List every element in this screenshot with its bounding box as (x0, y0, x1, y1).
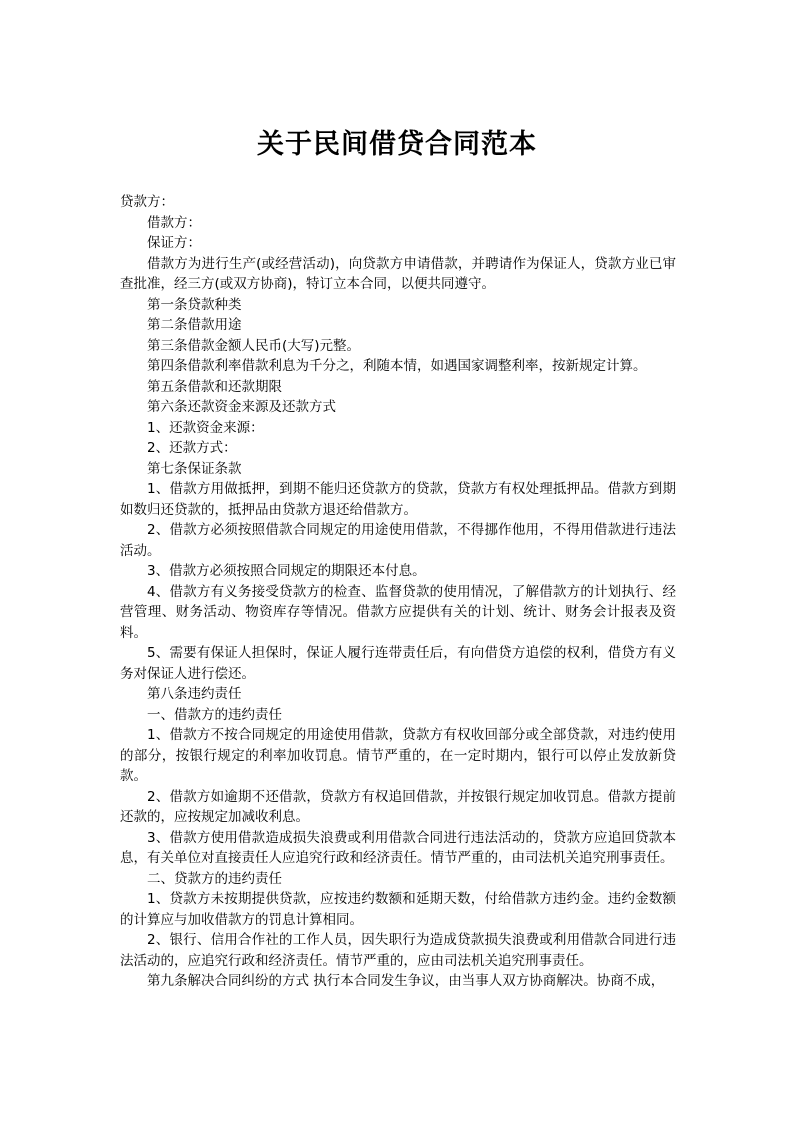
paragraph: 第七条保证条款 (147, 460, 242, 477)
paragraph: 4、借款方有义务接受贷款方的检查、监督贷款的使用情况，了解借款方的计划执行、经营管理、财务活动、物资库存等情况。借款方应提供有关的计划、统计、财务会计报表及资料。 (120, 583, 676, 641)
paragraph: 1、还款资金来源： (147, 419, 264, 436)
paragraph: 1、借款方不按合同规定的用途使用借款，贷款方有权收回部分或全部贷款，对违约使用的部分，按银行规定的利率加收罚息。情节严重的，在一定时期内，银行可以停止发放新贷款。 (120, 727, 676, 784)
paragraph: 1、借款方用做抵押，到期不能归还贷款方的贷款，贷款方有权处理抵押品。借款方到期如数归还贷款的，抵押品由贷款方退还给借款方。 (120, 481, 676, 518)
paragraph: 2、借款方必须按照借款合同规定的用途使用借款，不得挪作他用，不得用借款进行违法活动。 (120, 522, 676, 559)
paragraph: 5、需要有保证人担保时，保证人履行连带责任后，有向借贷方追偿的权利，借贷方有义务对保证人进行偿还。 (120, 645, 676, 682)
paragraph: 第八条违约责任 (147, 686, 242, 702)
paragraph: 第九条解决合同纠纷的方式 执行本合同发生争议，由当事人双方协商解决。协商不成， (147, 973, 665, 989)
paragraph: 3、借款方必须按照合同规定的期限还本付息。 (147, 563, 426, 579)
paragraph: 第一条贷款种类 (147, 296, 242, 313)
paragraph: 3、借款方使用借款造成损失浪费或利用借款合同进行违法活动的，贷款方应追回贷款本息，有关单位对直接责任人应追究行政和经济责任。情节严重的，由司法机关追究刑事责任。 (120, 829, 676, 866)
paragraph: 2、银行、信用合作社的工作人员，因失职行为造成贷款损失浪费或利用借款合同进行违法活动的，应追究行政和经济责任。情节严重的，应由司法机关追究刑事责任。 (120, 932, 676, 969)
paragraph: 保证方： (147, 235, 201, 251)
paragraph: 二、贷款方的违约责任 (147, 870, 282, 887)
paragraph: 第二条借款用途 (147, 317, 242, 333)
paragraph: 一、借款方的违约责任 (147, 706, 282, 723)
paragraph: 第四条借款利率借款利息为千分之，利随本情，如遇国家调整利率，按新规定计算。 (147, 358, 647, 374)
paragraph: 借款方为进行生产(或经营活动)，向贷款方申请借款，并聘请作为保证人，贷款方业已审查批准，经三方(或双方协商)，特订立本合同，以便共同遵守。 (120, 255, 676, 292)
paragraph: 2、借款方如逾期不还借款，贷款方有权追回借款，并按银行规定加收罚息。借款方提前还款的，应按规定加减收利息。 (120, 788, 676, 825)
document-body (120, 192, 676, 992)
paragraph: 1、贷款方未按期提供贷款，应按违约数额和延期天数，付给借款方违约金。违约金数额的计算应与加收借款方的罚息计算相同。 (120, 891, 676, 928)
paragraph: 贷款方： (120, 194, 174, 210)
paragraph: 第五条借款和还款期限 (147, 378, 282, 395)
paragraph: 2、还款方式： (147, 440, 237, 456)
paragraph: 第三条借款金额人民币(大写)元整。 (147, 337, 361, 354)
paragraph: 借款方： (147, 214, 201, 231)
paragraph: 第六条还款资金来源及还款方式 (147, 399, 336, 415)
document-title: 关于民间借贷合同范本 (257, 129, 537, 160)
